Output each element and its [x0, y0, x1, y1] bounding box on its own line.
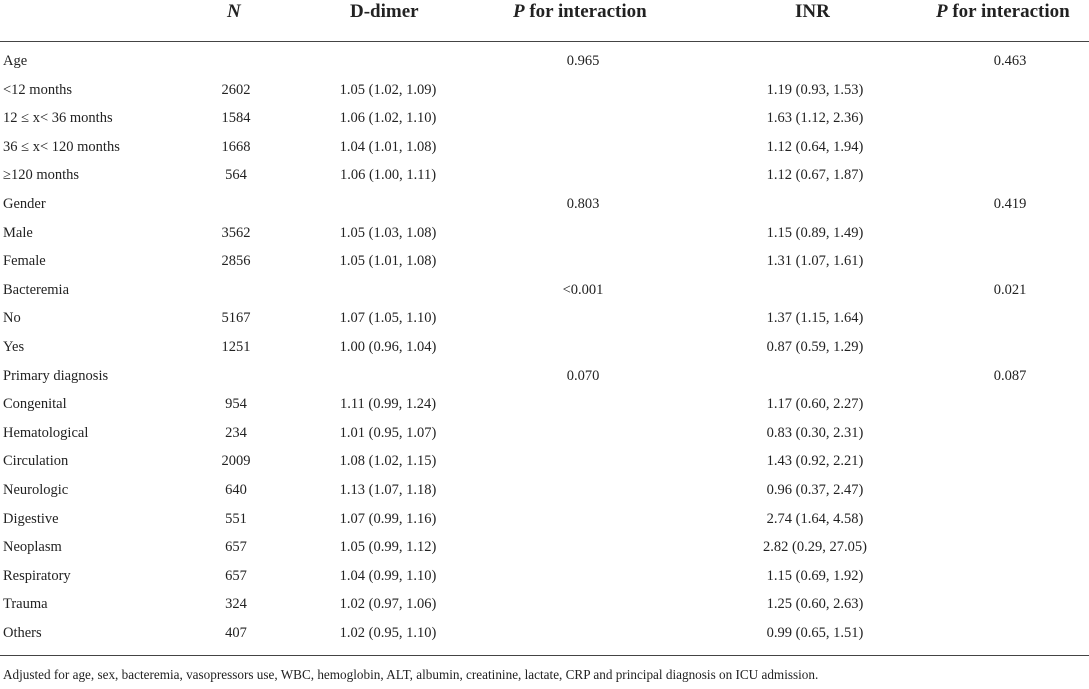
row-label: Bacteremia — [3, 281, 70, 298]
row-label: Circulation — [3, 453, 69, 470]
row-label: Trauma — [3, 596, 48, 613]
cell-n: 564 — [225, 167, 247, 184]
table-row — [0, 562, 1089, 591]
row-label: Neoplasm — [3, 539, 62, 556]
table-top-rule — [0, 41, 1089, 42]
table-footnote: Adjusted for age, sex, bacteremia, vasopressors use, WBC, hemoglobin, ALT, albumin, creatinine, lactate, CRP and principal diagnosis on ICU admission. — [3, 667, 819, 682]
row-label: Gender — [3, 195, 46, 212]
table-row — [0, 390, 1089, 419]
table-body — [0, 47, 1089, 647]
row-label: No — [3, 310, 21, 327]
cell-inr: 2.82 (0.29, 27.05) — [763, 539, 867, 556]
header-p-italic: P — [513, 1, 525, 22]
cell-inr: 0.87 (0.59, 1.29) — [766, 338, 864, 355]
header-p-rest: for interaction — [524, 1, 647, 22]
row-label: Neurologic — [3, 481, 69, 498]
cell-p-ddimer: 0.965 — [566, 53, 600, 69]
table-header — [0, 0, 1089, 36]
cell-ddimer: 1.02 (0.95, 1.10) — [339, 624, 437, 641]
cell-inr: 1.43 (0.92, 2.21) — [766, 453, 864, 470]
table-row — [0, 133, 1089, 162]
cell-n: 2602 — [221, 81, 251, 98]
cell-inr: 1.15 (0.89, 1.49) — [766, 224, 864, 241]
cell-n: 657 — [225, 567, 247, 584]
cell-inr: 2.74 (1.64, 4.58) — [766, 510, 864, 527]
header-n-label: N — [227, 1, 241, 22]
cell-ddimer: 1.06 (1.00, 1.11) — [339, 167, 437, 184]
cell-ddimer: 1.02 (0.97, 1.06) — [339, 596, 437, 613]
cell-p-inr: 0.419 — [993, 195, 1027, 212]
row-label: Female — [3, 253, 46, 270]
row-label: Hematological — [3, 424, 89, 441]
table-row — [0, 533, 1089, 562]
cell-ddimer: 1.04 (1.01, 1.08) — [339, 138, 437, 155]
cell-inr: 1.25 (0.60, 2.63) — [766, 596, 864, 613]
cell-inr: 1.17 (0.60, 2.27) — [766, 396, 864, 413]
cell-n: 1584 — [221, 110, 251, 127]
cell-n: 2856 — [221, 253, 251, 270]
cell-ddimer: 1.04 (0.99, 1.10) — [339, 567, 437, 584]
cell-n: 407 — [225, 624, 247, 641]
table-row — [0, 619, 1089, 648]
table-row — [0, 190, 1089, 219]
cell-n: 551 — [225, 510, 247, 527]
table-row — [0, 362, 1089, 391]
header-n — [227, 0, 241, 36]
cell-n: 234 — [225, 424, 247, 441]
cell-p-inr: 0.087 — [993, 367, 1027, 384]
table-row — [0, 419, 1089, 448]
cell-n: 2009 — [221, 453, 251, 470]
cell-ddimer: 1.00 (0.96, 1.04) — [339, 338, 437, 355]
cell-p-ddimer: 0.803 — [566, 195, 600, 212]
cell-inr: 0.83 (0.30, 2.31) — [766, 424, 864, 441]
header-p-interaction-ddimer — [513, 0, 647, 36]
table-row — [0, 590, 1089, 619]
table-row — [0, 76, 1089, 105]
cell-n: 954 — [225, 396, 247, 413]
cell-n: 324 — [225, 596, 247, 613]
cell-p-ddimer: <0.001 — [562, 281, 604, 298]
row-label: Respiratory — [3, 567, 71, 584]
row-label: Others — [3, 624, 42, 641]
row-label: Age — [3, 53, 28, 69]
cell-ddimer: 1.01 (0.95, 1.07) — [339, 424, 437, 441]
table-row — [0, 161, 1089, 190]
row-label: ≥120 months — [3, 167, 80, 184]
row-label: Digestive — [3, 510, 59, 527]
cell-inr: 1.12 (0.67, 1.87) — [766, 167, 864, 184]
header-p-italic: P — [936, 1, 948, 22]
cell-ddimer: 1.05 (1.02, 1.09) — [339, 81, 437, 98]
cell-ddimer: 1.05 (1.03, 1.08) — [339, 224, 437, 241]
cell-n: 5167 — [221, 310, 251, 327]
cell-ddimer: 1.05 (1.01, 1.08) — [339, 253, 437, 270]
row-label: <12 months — [3, 81, 73, 98]
table-row — [0, 276, 1089, 305]
cell-ddimer: 1.08 (1.02, 1.15) — [339, 453, 437, 470]
header-ddimer: D-dimer — [350, 1, 419, 22]
table-row — [0, 247, 1089, 276]
row-label: 36 ≤ x< 120 months — [3, 138, 120, 155]
cell-ddimer: 1.07 (0.99, 1.16) — [339, 510, 437, 527]
table-row — [0, 505, 1089, 534]
cell-n: 640 — [225, 481, 247, 498]
cell-inr: 0.96 (0.37, 2.47) — [766, 481, 864, 498]
cell-n: 657 — [225, 539, 247, 556]
cell-ddimer: 1.06 (1.02, 1.10) — [339, 110, 437, 127]
cell-inr: 1.31 (1.07, 1.61) — [766, 253, 864, 270]
cell-ddimer: 1.13 (1.07, 1.18) — [339, 481, 437, 498]
table-row — [0, 447, 1089, 476]
cell-p-ddimer: 0.070 — [566, 367, 600, 384]
cell-ddimer: 1.11 (0.99, 1.24) — [339, 396, 437, 413]
header-p-rest: for interaction — [947, 1, 1070, 22]
row-label: 12 ≤ x< 36 months — [3, 110, 113, 127]
table-row — [0, 333, 1089, 362]
cell-p-inr: 0.021 — [993, 281, 1027, 298]
table-row — [0, 304, 1089, 333]
cell-inr: 1.12 (0.64, 1.94) — [766, 138, 864, 155]
row-label: Yes — [3, 338, 25, 355]
table-row — [0, 47, 1089, 76]
cell-p-inr: 0.463 — [993, 53, 1027, 69]
table-row — [0, 476, 1089, 505]
cell-n: 1251 — [221, 338, 251, 355]
cell-ddimer: 1.05 (0.99, 1.12) — [339, 539, 437, 556]
cell-inr: 0.99 (0.65, 1.51) — [766, 624, 864, 641]
cell-inr: 1.19 (0.93, 1.53) — [766, 81, 864, 98]
row-label: Male — [3, 224, 33, 241]
cell-inr: 1.63 (1.12, 2.36) — [766, 110, 864, 127]
cell-ddimer: 1.07 (1.05, 1.10) — [339, 310, 437, 327]
table-row — [0, 104, 1089, 133]
header-inr: INR — [795, 1, 830, 22]
header-p-interaction-inr — [936, 0, 1070, 36]
row-label: Congenital — [3, 396, 67, 413]
cell-n: 3562 — [221, 224, 251, 241]
table-row — [0, 219, 1089, 248]
cell-n: 1668 — [221, 138, 251, 155]
cell-inr: 1.37 (1.15, 1.64) — [766, 310, 864, 327]
cell-inr: 1.15 (0.69, 1.92) — [766, 567, 864, 584]
table-bottom-rule — [0, 655, 1089, 656]
row-label: Primary diagnosis — [3, 367, 109, 384]
